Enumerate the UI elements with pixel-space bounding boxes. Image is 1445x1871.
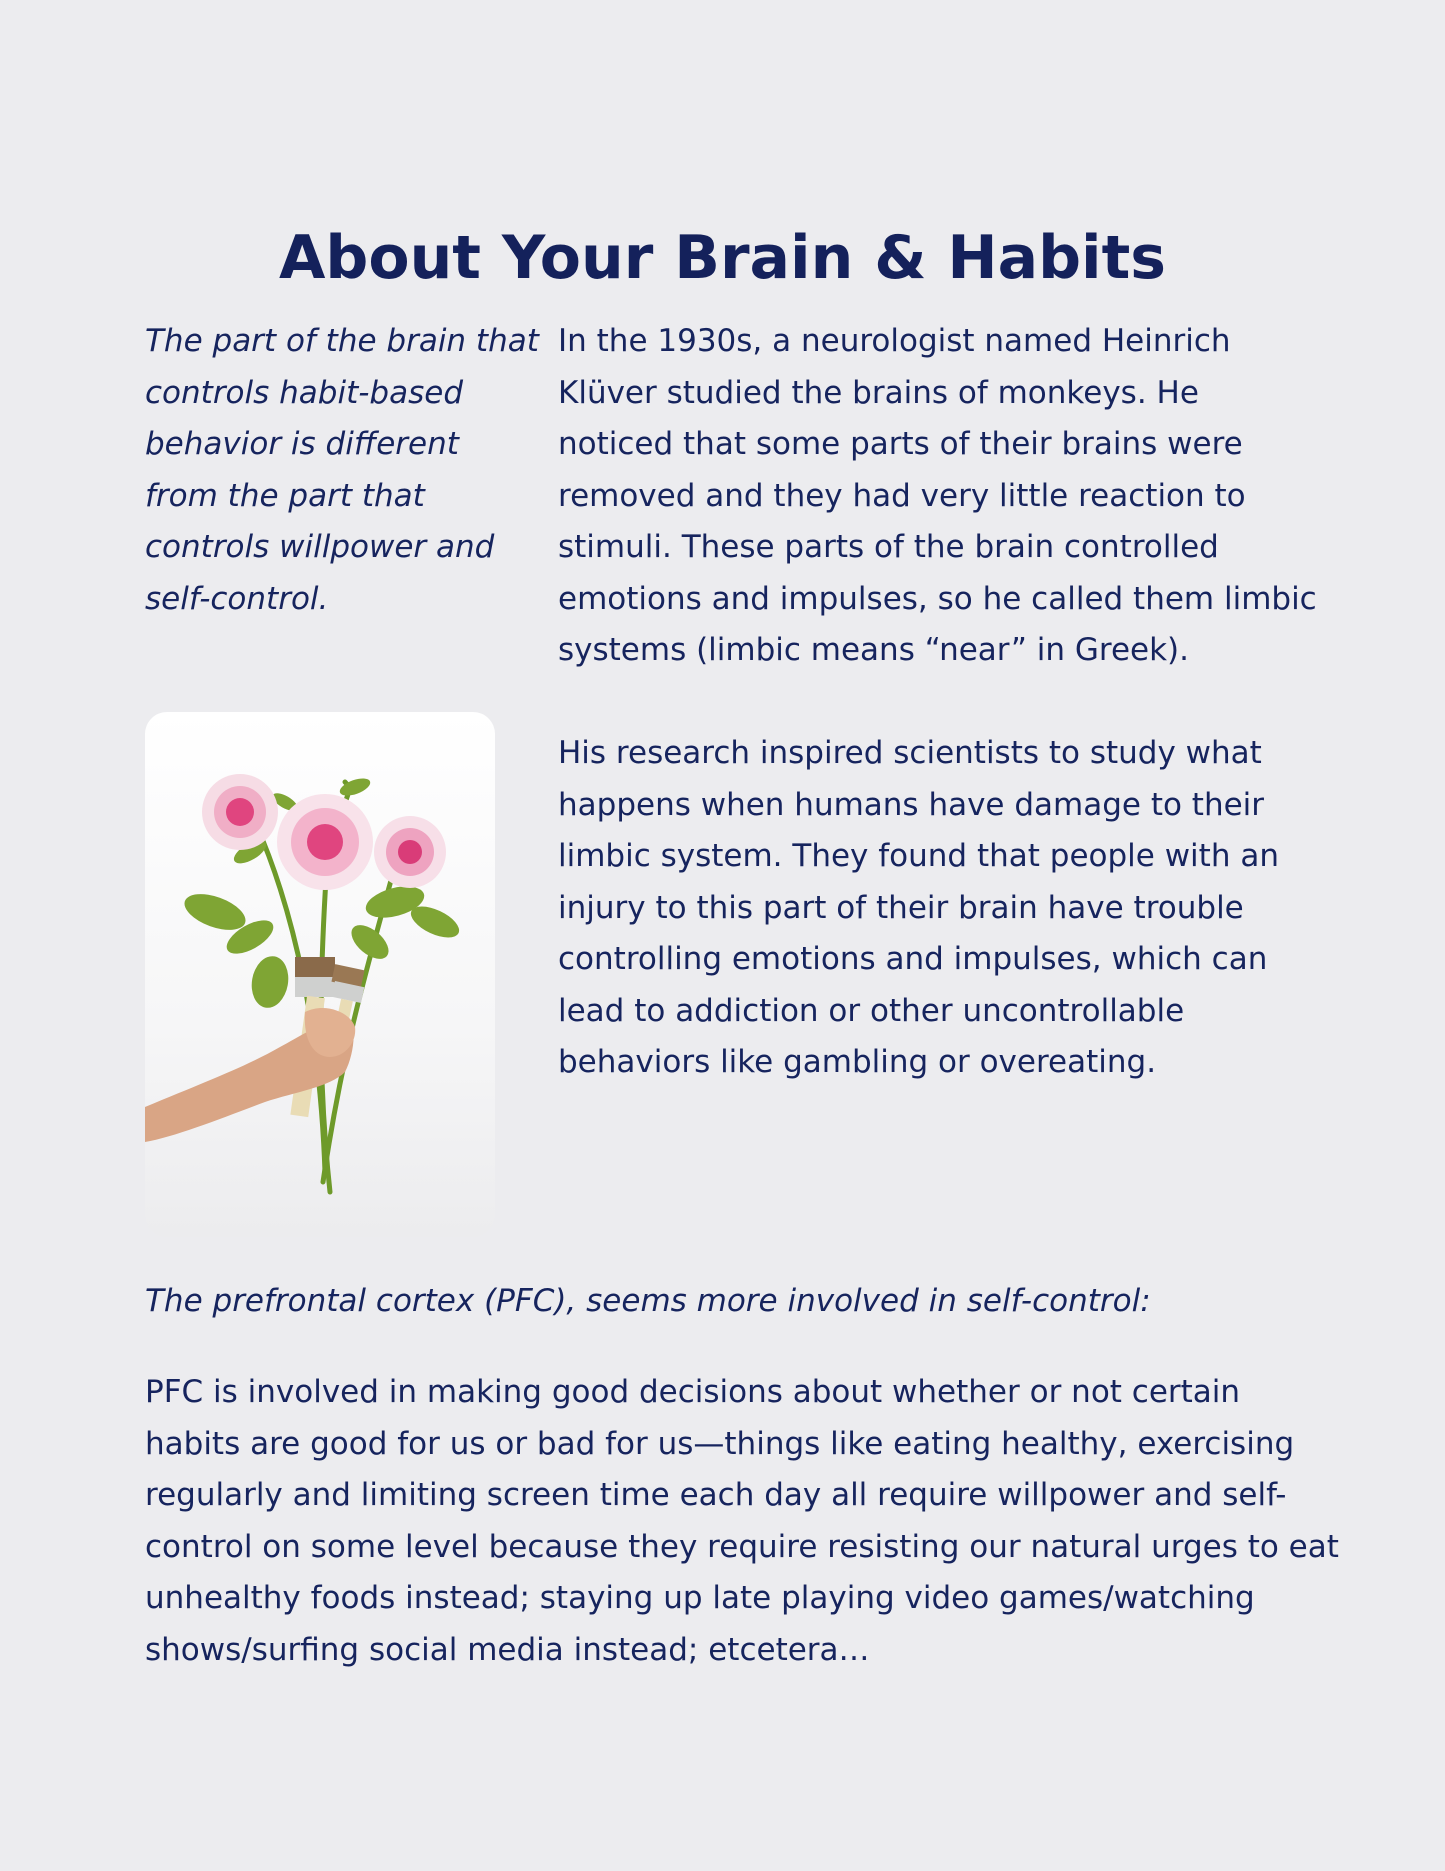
paragraph-kluver: In the 1930s, a neurologist named Heinrich Klüver studied the brains of monkeys. He noticed that some parts of their brains were removed and they had very little reaction to stimuli. These parts of the brain controlled emotions and impulses, so he called them limbic systems (limbic means “near” in Greek). [558,323,1317,668]
flower-bouquet-photo [145,712,495,1237]
page-title: About Your Brain & Habits [278,223,1167,294]
main-text-column [558,316,1318,1140]
pfc-paragraph: PFC is involved in making good decisions about whether or not certain habits are good for us or bad for us—things like eating healthy, exercising regularly and limiting screen time each day all require willpower and self-control on some level because they require resisting our natural urges to eat unhealthy foods instead; staying up late playing video games/watching shows/surfing social media instead; etcetera… [145,1374,1339,1668]
intro-sidebar-text: The part of the brain that controls habit-based behavior is different from the part that controls willpower and self-control. [145,323,539,617]
paragraph-research: His research inspired scientists to study what happens when humans have damage to their limbic system. They found that people with an injury to this part of their brain have trouble controlling emotions and impulses, which can lead to addiction or other uncontrollable behaviors like gambling or overeating. [558,735,1279,1080]
pfc-heading: The prefrontal cortex (PFC), seems more involved in self-control: [145,1283,1151,1319]
flower-bouquet-illustration [145,712,495,1237]
